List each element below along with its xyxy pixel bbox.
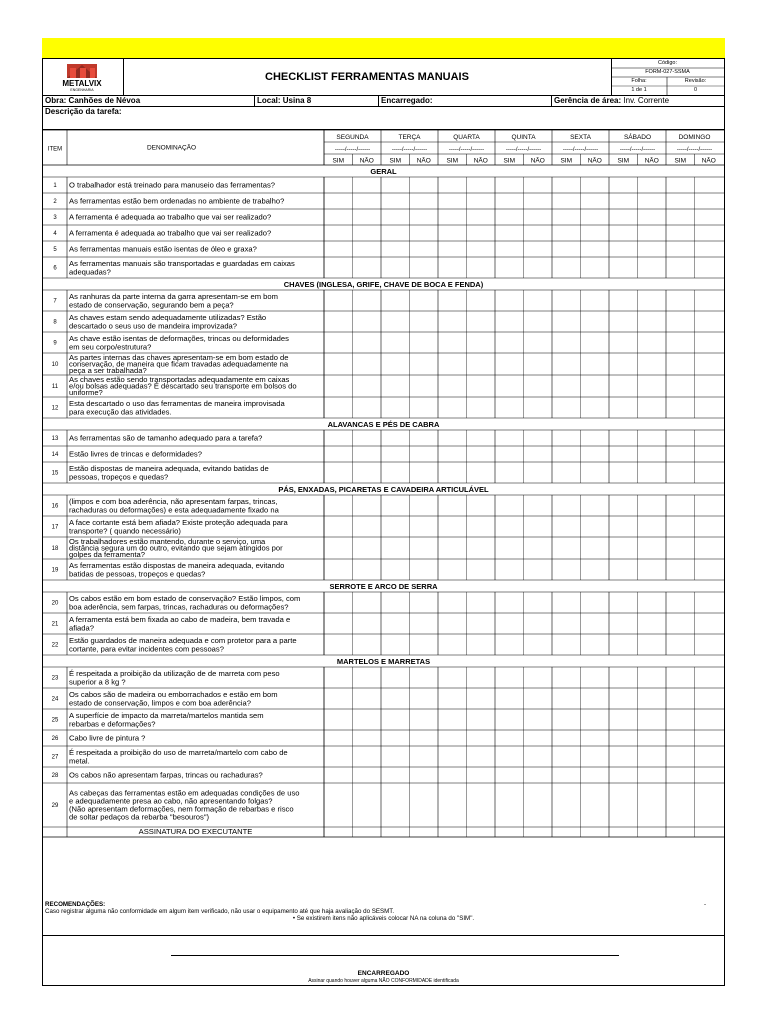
question-text: Esta descartado o uso das ferramentas de maneira improvisada xyxy=(69,398,285,408)
question-text: As ferramentas estão bem ordenadas no ambiente de trabalho? xyxy=(69,196,285,206)
question-text: É respeitada a proibição da utilização de de marreta com peso xyxy=(69,668,280,678)
checklist-table xyxy=(43,130,724,901)
section-title-3: PÁS, ENXADAS, PICARETAS E CAVADEIRA ARTICULÁVEL xyxy=(278,485,489,494)
day-header-3: QUINTA xyxy=(511,134,536,141)
question-text: estado de conservação, limpos e com boa aderência? xyxy=(69,698,251,708)
recommendation-line-2: • Se existirem itens não aplicáveis colocar NA na coluna do "SIM". xyxy=(292,915,475,922)
question-text: Estão dispostas de maneira adequada, evitando batidas de xyxy=(69,463,269,473)
form-header xyxy=(43,59,724,96)
question-text: As ranhuras da parte interna da garra apresentam-se em bom xyxy=(69,291,278,301)
question-text: (Não apresentam deformações, nem formação de rebarbas e risco xyxy=(69,804,294,814)
question-text: uniforme? xyxy=(69,388,103,397)
question-text: A ferramenta é adequada ao trabalho que vai ser realizado? xyxy=(69,228,272,238)
section-title-4: SERROTE E ARCO DE SERRA xyxy=(329,582,438,591)
question-text: para execução das atividades. xyxy=(69,407,172,417)
item-number: 8 xyxy=(53,319,57,326)
codigo-label: Código: xyxy=(658,60,677,66)
signature-note: Assinar quando houver alguma NÃO CONFORMIDADE identificada xyxy=(308,978,459,984)
question-text: estado de conservação, segurando bem a peça? xyxy=(69,300,234,310)
question-text: Estão guardados de maneira adequada e com protetor para a parte xyxy=(69,635,297,645)
item-number: 22 xyxy=(51,642,59,649)
nao-header: NÃO xyxy=(587,157,602,165)
question-text: peça a ser trabalhada? xyxy=(69,366,147,375)
question-text: e/ou bolsas adequadas? É descartado seu transporte em bolsos do xyxy=(69,381,297,391)
item-number: 3 xyxy=(53,215,57,221)
obra-field[interactable]: Obra: Canhões de Névoa xyxy=(43,95,255,106)
day-header-5: SÁBADO xyxy=(623,134,652,141)
item-number: 28 xyxy=(51,773,59,779)
recommendations-title: RECOMENDAÇÕES: xyxy=(45,901,106,908)
item-number: 26 xyxy=(51,736,59,742)
question-text: boa aderência, sem farpas, trincas, rachaduras ou deformações? xyxy=(69,602,289,612)
item-number: 24 xyxy=(51,696,59,703)
sim-header: SIM xyxy=(674,157,687,165)
nao-header: NÃO xyxy=(530,157,545,165)
item-number: 4 xyxy=(53,231,57,237)
denominacao-header: DENOMINAÇÃO xyxy=(146,144,197,152)
item-number: 27 xyxy=(51,754,59,761)
folha-value: 1 de 1 xyxy=(631,87,647,93)
question-text: adequadas? xyxy=(69,267,111,277)
sim-header: SIM xyxy=(389,157,402,165)
date-field-0[interactable]: -----/-----/------ xyxy=(334,147,371,153)
question-text: (limpos e com boa aderência, não apresentam farpas, trincas, xyxy=(69,496,278,506)
question-text: rachaduras ou deformações) e esta adequadamente fixado na xyxy=(69,505,279,515)
question-text: As ferramentas são de tamanho adequado para a tarefa? xyxy=(69,433,263,443)
question-text: em seu corpo/estrutura? xyxy=(69,342,152,352)
question-text: e adequadamente presa ao cabo, não apresentando folgas? xyxy=(69,796,273,806)
item-number: 15 xyxy=(51,470,59,477)
day-header-6: DOMINGO xyxy=(678,134,711,141)
item-number: 14 xyxy=(51,452,59,458)
descricao-field[interactable]: Descrição da tarefa: xyxy=(43,106,724,130)
question-text: Os cabos são de madeira ou emborrachados e estão em bom xyxy=(69,689,278,699)
section-title-0: GERAL xyxy=(370,167,397,176)
signature-label: ENCARREGADO xyxy=(357,970,410,977)
item-number: 21 xyxy=(51,621,59,628)
item-number: 20 xyxy=(51,600,59,607)
question-text: A ferramenta é adequada ao trabalho que vai ser realizado? xyxy=(69,212,272,222)
question-text: afiada? xyxy=(69,623,94,633)
nao-header: NÃO xyxy=(416,157,431,165)
item-number: 25 xyxy=(51,717,59,724)
day-header-2: QUARTA xyxy=(453,134,480,141)
item-number: 13 xyxy=(51,436,59,442)
item-number: 23 xyxy=(51,675,59,682)
question-text: As ferramentas manuais são transportadas e guardadas em caixas xyxy=(69,258,295,268)
item-number: 16 xyxy=(51,503,59,510)
item-number: 6 xyxy=(53,265,57,272)
question-text: superior a 8 kg ? xyxy=(69,677,126,687)
nao-header: NÃO xyxy=(473,157,488,165)
question-text: As chave estão isentas de deformações, trincas ou deformidades xyxy=(69,333,289,343)
nao-header: NÃO xyxy=(701,157,716,165)
section-title-1: CHAVES (INGLESA, GRIFE, CHAVE DE BOCA E FENDA) xyxy=(283,280,484,289)
item-number: 12 xyxy=(51,405,59,412)
checklist-sheet xyxy=(42,58,725,986)
item-number: 1 xyxy=(53,183,57,189)
date-field-3[interactable]: -----/-----/------ xyxy=(505,147,542,153)
question-text: de soltar pedaços da rebarba "besouros") xyxy=(69,812,210,822)
recommendations xyxy=(43,901,724,936)
question-text: batidas de pessoas, tropeços e quedas? xyxy=(69,569,206,579)
company-logo xyxy=(43,59,124,95)
question-text: Os cabos não apresentam farpas, trincas ou rachaduras? xyxy=(69,770,263,780)
item-number: 19 xyxy=(51,567,59,574)
date-field-2[interactable]: -----/-----/------ xyxy=(448,147,485,153)
question-text: Os trabalhadores estão mantendo, durante o serviço, uma xyxy=(69,537,266,546)
sim-header: SIM xyxy=(617,157,630,165)
item-number: 7 xyxy=(53,298,57,305)
question-text: É respeitada a proibição do uso de marreta/martelo com cabo de xyxy=(69,747,288,757)
question-text: As chaves estão sendo transportadas adequadamente em caixas xyxy=(69,375,290,384)
signature-block xyxy=(43,935,724,985)
logo-subtext: ENGENHARIA xyxy=(70,88,94,92)
section-title-5: MARTELOS E MARRETAS xyxy=(336,657,431,666)
question-text: distância segura um do outro, evitando que sejam atingidos por xyxy=(69,543,283,553)
item-number: 18 xyxy=(51,546,59,552)
date-field-1[interactable]: -----/-----/------ xyxy=(391,147,428,153)
recommendations-dash: - xyxy=(703,901,706,908)
question-text: golpes da ferramenta? xyxy=(69,550,145,559)
question-text: Os cabos estão em bom estado de conservação? Estão limpos, com xyxy=(69,593,301,603)
item-header: ITEM xyxy=(47,146,63,153)
form-meta xyxy=(611,59,724,95)
item-number: 17 xyxy=(51,524,59,531)
date-field-5[interactable]: -----/-----/------ xyxy=(619,147,656,153)
nao-header: NÃO xyxy=(359,157,374,165)
executante-signature-row: ASSINATURA DO EXECUTANTE xyxy=(138,827,253,836)
form-title: CHECKLIST FERRAMENTAS MANUAIS xyxy=(123,59,612,95)
sim-header: SIM xyxy=(446,157,459,165)
sim-header: SIM xyxy=(332,157,345,165)
question-text: O trabalhador está treinado para manuseio das ferramentas? xyxy=(69,180,275,190)
question-text: As ferramentas estão dispostas de maneira adequada, evitando xyxy=(69,560,285,570)
date-field-6[interactable]: -----/-----/------ xyxy=(676,147,713,153)
revisao-label: Revisão: xyxy=(684,78,707,84)
question-text: Estão livres de trincas e deformidades? xyxy=(69,449,202,459)
recommendation-line-1: Caso registrar alguma não conformidade em algum item verificado, não usar o equipamento até que haja avaliação do SESMT. xyxy=(45,908,395,915)
gerencia-field[interactable]: Gerência de área: Inv. Corrente xyxy=(554,96,670,105)
item-number: 9 xyxy=(53,340,57,347)
local-field[interactable]: Local: Usina 8 xyxy=(255,95,379,106)
item-number: 5 xyxy=(53,247,57,253)
question-text: A superfície de impacto da marreta/martelos mantida sem xyxy=(69,710,264,720)
signature-line[interactable] xyxy=(171,955,619,956)
section-title-2: ALAVANCAS E PÉS DE CABRA xyxy=(327,420,440,429)
question-text: conservação, de maneira que ficam travadas adequadamente na xyxy=(69,359,289,369)
question-text: As ferramentas manuais estão isentas de óleo e graxa? xyxy=(69,244,257,254)
question-text: transporte? ( quando necessário) xyxy=(69,526,181,536)
encarregado-field[interactable]: Encarregado: xyxy=(379,95,552,106)
item-number: 2 xyxy=(53,199,57,205)
day-header-4: SEXTA xyxy=(570,134,591,141)
question-text: descartado o seus uso de mandeira improvizada? xyxy=(69,321,238,331)
sim-header: SIM xyxy=(503,157,516,165)
codigo-value: FORM-027-SSMA xyxy=(645,69,690,75)
folha-label: Folha: xyxy=(631,78,647,84)
item-number: 10 xyxy=(51,362,59,368)
revisao-value: 0 xyxy=(693,87,698,93)
top-banner xyxy=(42,38,725,58)
question-text: A face cortante está bem afiada? Existe proteção adequada para xyxy=(69,517,288,527)
sim-header: SIM xyxy=(560,157,573,165)
question-text: Cabo livre de pintura ? xyxy=(69,733,146,743)
logo-text: METALVIX xyxy=(62,79,102,88)
question-text: A ferramenta está bem fixada ao cabo de madeira, bem travada e xyxy=(69,614,291,624)
day-header-0: SEGUNDA xyxy=(336,134,369,141)
question-text: metal. xyxy=(69,756,90,766)
item-number: 11 xyxy=(51,384,59,390)
question-text: As partes internas das chaves apresentam-se em bom estado de xyxy=(69,353,289,362)
metalvix-logo-icon xyxy=(43,59,123,95)
question-text: cortante, para evitar incidentes com pessoas? xyxy=(69,644,224,654)
question-text: As chaves estam sendo adequadamente utilizadas? Estão xyxy=(69,312,267,322)
nao-header: NÃO xyxy=(644,157,659,165)
question-text: rebarbas e deformações? xyxy=(69,719,156,729)
question-text: As cabeças das ferramentas estão em adequadas condições de uso xyxy=(69,788,300,798)
item-number: 29 xyxy=(51,803,59,809)
date-field-4[interactable]: -----/-----/------ xyxy=(562,147,599,153)
question-text: pessoas, tropeços e quedas? xyxy=(69,472,169,482)
day-header-1: TERÇA xyxy=(398,134,421,141)
